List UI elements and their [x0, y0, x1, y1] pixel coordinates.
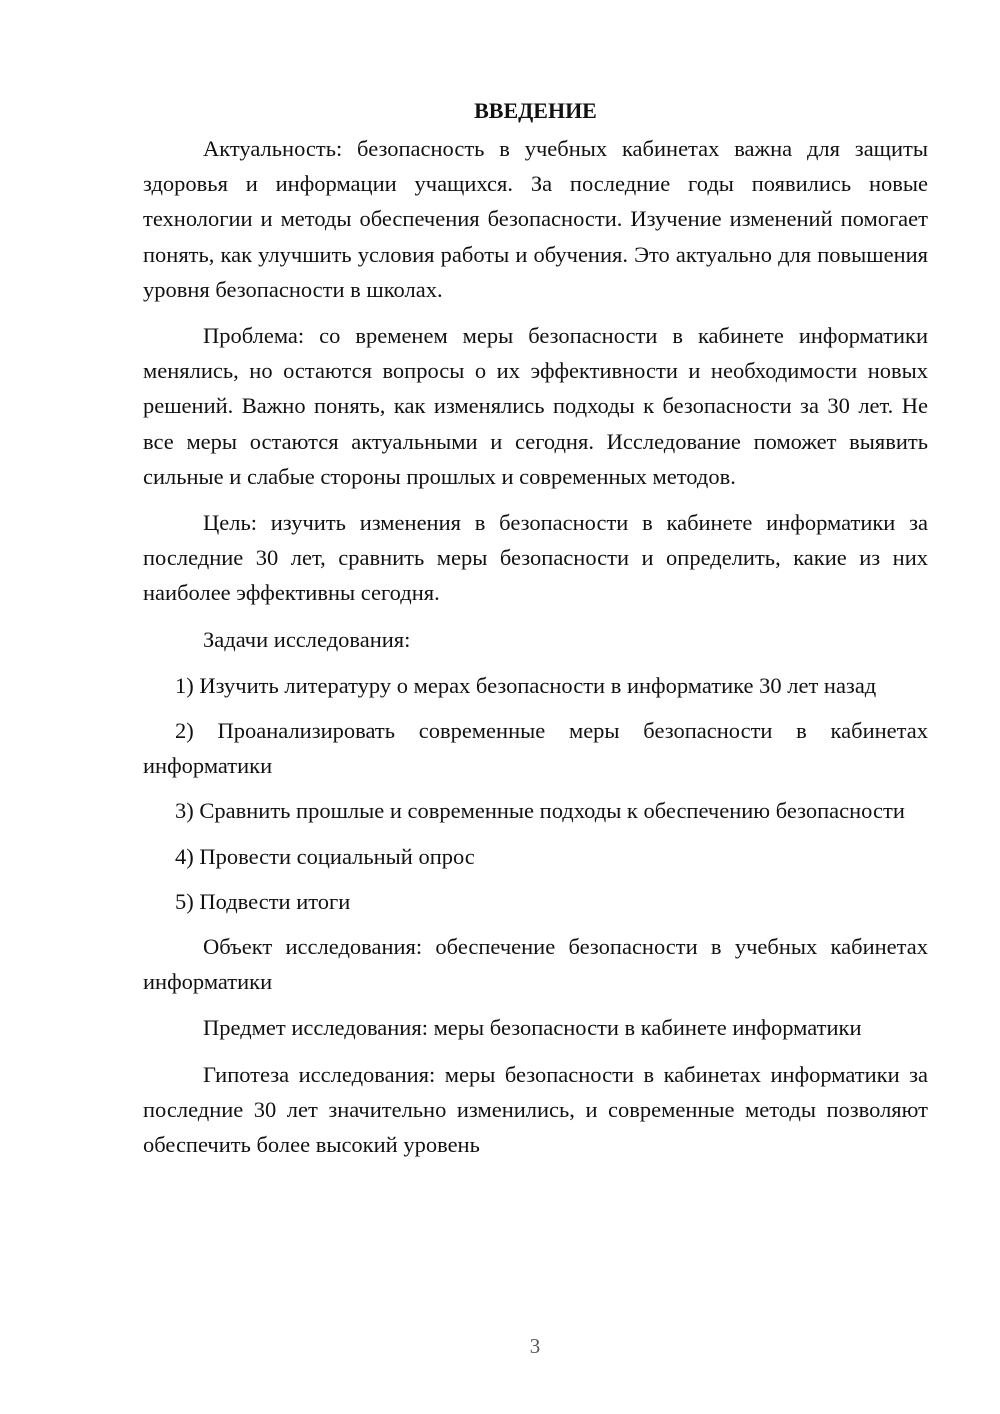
document-page	[143, 95, 928, 1173]
paragraph-subject: Предмет исследования: меры безопасности в кабинете информатики	[203, 1015, 862, 1041]
page-number: 3	[529, 1334, 541, 1358]
task-list	[143, 668, 928, 919]
paragraph-relevance: Актуальность: безопасность в учебных кабинетах важна для защиты здоровья и информации учащихся. За последние годы появились новые технологии и методы обеспечения безопасности. Изучение изменений помогает понять, как улучшить условия работы и обучения. Это актуально для повышения уровня безопасности в школах.	[143, 136, 928, 302]
paragraph-problem: Проблема: со временем меры безопасности в кабинете информатики менялись, но остаются вопросы о их эффективности и необходимости новых решений. Важно понять, как изменялись подходы к безопасности за 30 лет. Не все меры остаются актуальными и сегодня. Исследование поможет выявить сильные и слабые стороны прошлых и современных методов.	[143, 323, 928, 489]
task-item-3: 3) Сравнить прошлые и современные подходы к обеспечению безопасности	[175, 798, 905, 824]
paragraph-goal: Цель: изучить изменения в безопасности в кабинете информатики за последние 30 лет, сравнить меры безопасности и определить, какие из них наиболее эффективны сегодня.	[143, 510, 928, 606]
paragraph-object: Объект исследования: обеспечение безопасности в учебных кабинетах информатики	[143, 934, 928, 995]
paragraph-hypothesis: Гипотеза исследования: меры безопасности в кабинетах информатики за последние 30 лет значительно изменились, и современные методы позволяют обеспечить более высокий уровень	[143, 1061, 928, 1158]
document-heading: ВВЕДЕНИЕ	[474, 98, 597, 123]
task-item-1: 1) Изучить литературу о мерах безопасности в информатике 30 лет назад	[175, 672, 877, 698]
paragraph-tasks-title: Задачи исследования:	[203, 626, 411, 652]
task-item-2: 2) Проанализировать современные меры безопасности в кабинетах информатики	[143, 718, 928, 779]
task-item-5: 5) Подвести итоги	[175, 888, 351, 914]
task-item-4: 4) Провести социальный опрос	[175, 843, 475, 869]
